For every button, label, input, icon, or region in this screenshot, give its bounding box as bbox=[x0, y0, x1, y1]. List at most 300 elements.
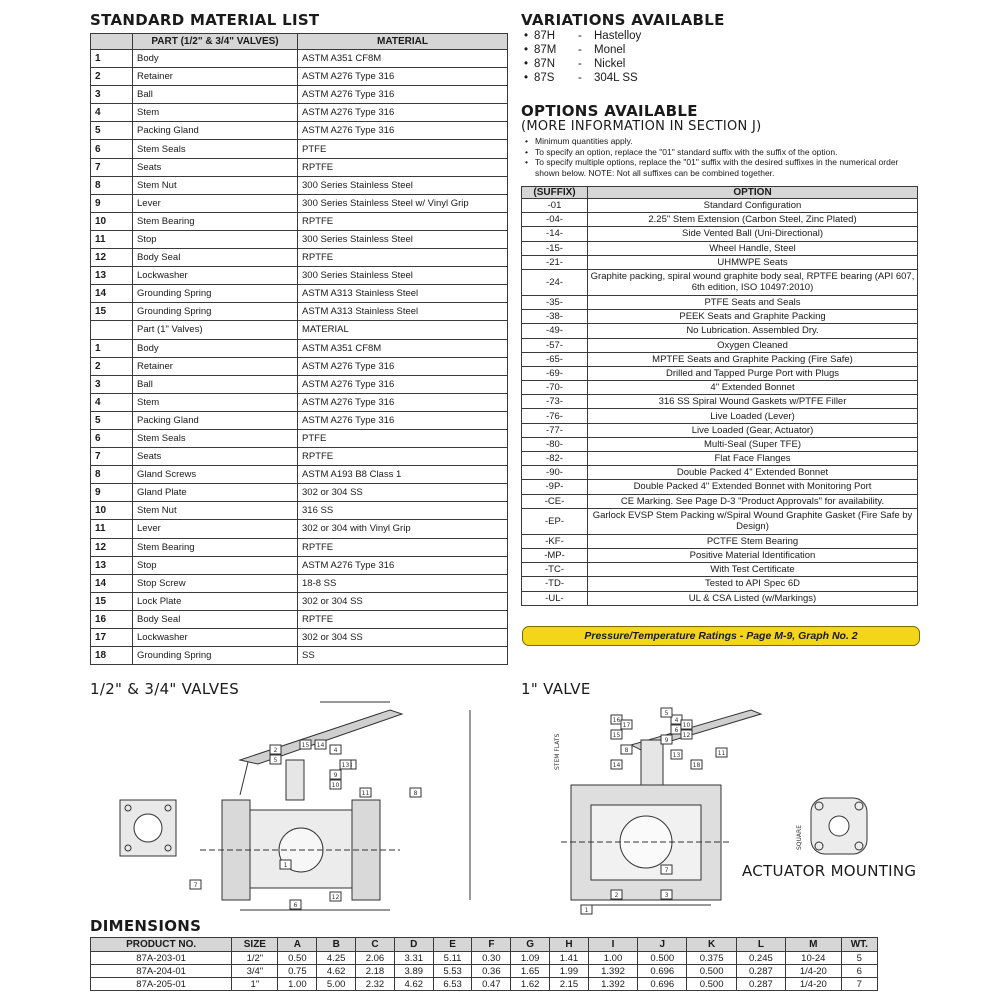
option-description: Wheel Handle, Steel bbox=[588, 241, 918, 255]
subheader-material: MATERIAL bbox=[298, 321, 508, 339]
callout-number: 2 bbox=[614, 892, 619, 899]
dimension-cell: 0.696 bbox=[638, 978, 687, 991]
left-drawing-title: 1/2" & 3/4" VALVES bbox=[90, 680, 240, 698]
material-list-title: STANDARD MATERIAL LIST bbox=[90, 11, 320, 29]
part-material: ASTM A276 Type 316 bbox=[298, 375, 508, 393]
dimension-row bbox=[91, 965, 878, 978]
callout-number: 15 bbox=[301, 742, 310, 749]
part-name: Stem bbox=[133, 393, 298, 411]
option-row bbox=[522, 409, 918, 423]
callout-number: 12 bbox=[682, 732, 691, 739]
dimension-cell: 0.36 bbox=[472, 965, 511, 978]
part-material: RPTFE bbox=[298, 249, 508, 267]
options-note-text: To specify multiple options, replace the "01" suffix with the desired suffixes in the numerical order shown below. NOTE: Not all suffixes can be combined together. bbox=[535, 157, 899, 178]
callout-number: 5 bbox=[273, 757, 278, 764]
material-row bbox=[91, 556, 508, 574]
option-row bbox=[522, 534, 918, 548]
dimension-cell: 2.15 bbox=[550, 978, 589, 991]
variation-code: 87S bbox=[534, 72, 555, 84]
actuator-mount-bore bbox=[829, 816, 849, 836]
dimensions-table-body bbox=[91, 952, 878, 991]
part-name: Body bbox=[133, 339, 298, 357]
variation-code: 87M bbox=[534, 44, 557, 56]
part-name: Lever bbox=[133, 520, 298, 538]
option-suffix: -MP- bbox=[522, 548, 588, 562]
part-number: 2 bbox=[91, 68, 133, 86]
material-row bbox=[91, 140, 508, 158]
option-row bbox=[522, 423, 918, 437]
options-table-option-header: OPTION bbox=[588, 187, 918, 199]
dimension-cell: 87A-203-01 bbox=[91, 952, 232, 965]
option-row bbox=[522, 227, 918, 241]
option-description: Oxygen Cleaned bbox=[588, 338, 918, 352]
dimension-cell: 1.65 bbox=[511, 965, 550, 978]
dimension-cell: 6.53 bbox=[433, 978, 472, 991]
option-description: 316 SS Spiral Wound Gaskets w/PTFE Filler bbox=[588, 395, 918, 409]
square-label: SQUARE bbox=[796, 825, 803, 850]
option-description: 4" Extended Bonnet bbox=[588, 381, 918, 395]
option-description: No Lubrication. Assembled Dry. bbox=[588, 324, 918, 338]
part-material: RPTFE bbox=[298, 610, 508, 628]
part-material: 302 or 304 SS bbox=[298, 484, 508, 502]
material-row bbox=[91, 212, 508, 230]
part-material: ASTM A276 Type 316 bbox=[298, 357, 508, 375]
variation-dash: - bbox=[578, 58, 582, 70]
option-description: Drilled and Tapped Purge Port with Plugs bbox=[588, 366, 918, 380]
callout-number: 18 bbox=[692, 762, 701, 769]
part-name: Stem Seals bbox=[133, 429, 298, 447]
material-row bbox=[91, 230, 508, 248]
option-row bbox=[522, 324, 918, 338]
callout-number: 4 bbox=[333, 747, 338, 754]
variation-item bbox=[524, 43, 641, 57]
dimension-header: I bbox=[588, 938, 637, 952]
dimension-header: K bbox=[687, 938, 736, 952]
part-number: 1 bbox=[91, 339, 133, 357]
variation-name: 304L SS bbox=[594, 72, 638, 84]
variation-dash: - bbox=[578, 30, 582, 42]
options-table bbox=[521, 186, 918, 606]
option-row bbox=[522, 466, 918, 480]
option-suffix: -73- bbox=[522, 395, 588, 409]
dimension-header: C bbox=[356, 938, 395, 952]
part-name: Gland Screws bbox=[133, 466, 298, 484]
option-row bbox=[522, 241, 918, 255]
variation-item bbox=[524, 71, 641, 85]
option-description: PEEK Seats and Graphite Packing bbox=[588, 310, 918, 324]
part-material: 302 or 304 SS bbox=[298, 592, 508, 610]
part-number: 12 bbox=[91, 538, 133, 556]
option-description: Standard Configuration bbox=[588, 199, 918, 213]
bullet: • bbox=[524, 44, 529, 56]
actuator-mounting-label: ACTUATOR MOUNTING bbox=[742, 862, 917, 880]
material-row bbox=[91, 104, 508, 122]
option-description: Flat Face Flanges bbox=[588, 452, 918, 466]
options-note bbox=[525, 147, 925, 158]
option-row bbox=[522, 480, 918, 494]
option-row bbox=[522, 563, 918, 577]
bullet: • bbox=[524, 58, 529, 70]
part-number: 10 bbox=[91, 502, 133, 520]
option-description: With Test Certificate bbox=[588, 563, 918, 577]
dimension-cell: 5 bbox=[841, 952, 877, 965]
part-name: Body bbox=[133, 50, 298, 68]
part-number: 17 bbox=[91, 629, 133, 647]
part-material: PTFE bbox=[298, 140, 508, 158]
dimension-cell: 2.18 bbox=[356, 965, 395, 978]
variation-item bbox=[524, 57, 641, 71]
material-row bbox=[91, 249, 508, 267]
dimension-header: D bbox=[394, 938, 433, 952]
option-description: Positive Material Identification bbox=[588, 548, 918, 562]
material-row bbox=[91, 267, 508, 285]
callout-number: 9 bbox=[664, 737, 669, 744]
option-description: UHMWPE Seats bbox=[588, 255, 918, 269]
callout-number: 16 bbox=[612, 717, 621, 724]
variation-code: 87H bbox=[534, 30, 556, 42]
dimension-cell: 87A-205-01 bbox=[91, 978, 232, 991]
dimension-header: M bbox=[786, 938, 842, 952]
callout-number: 8 bbox=[624, 747, 629, 754]
part-material: 18-8 SS bbox=[298, 574, 508, 592]
material-row bbox=[91, 303, 508, 321]
dimension-cell: 0.500 bbox=[687, 965, 736, 978]
dimension-cell: 3.31 bbox=[394, 952, 433, 965]
dimension-cell: 1" bbox=[232, 978, 278, 991]
callout-number: 17 bbox=[622, 722, 631, 729]
material-row bbox=[91, 375, 508, 393]
part-material: ASTM A351 CF8M bbox=[298, 339, 508, 357]
dimension-cell: 1.62 bbox=[511, 978, 550, 991]
variation-name: Nickel bbox=[594, 58, 626, 70]
options-table-suffix-header: (SUFFIX) bbox=[522, 187, 588, 199]
dimension-cell: 7 bbox=[841, 978, 877, 991]
material-row bbox=[91, 411, 508, 429]
option-description: CE Marking. See Page D-3 "Product Approvals" for availability. bbox=[588, 494, 918, 508]
part-name: Stop Screw bbox=[133, 574, 298, 592]
material-row bbox=[91, 592, 508, 610]
dimensions-title: DIMENSIONS bbox=[90, 917, 202, 935]
option-description: Live Loaded (Lever) bbox=[588, 409, 918, 423]
dimensions-header-row bbox=[91, 938, 878, 952]
dimension-header: B bbox=[317, 938, 356, 952]
part-material: ASTM A276 Type 316 bbox=[298, 104, 508, 122]
part-name: Stem Seals bbox=[133, 140, 298, 158]
part-material: 316 SS bbox=[298, 502, 508, 520]
part-number: 4 bbox=[91, 104, 133, 122]
dimension-cell: 0.245 bbox=[736, 952, 785, 965]
part-number: 11 bbox=[91, 230, 133, 248]
option-row bbox=[522, 508, 918, 534]
callout-number: 12 bbox=[331, 894, 340, 901]
option-suffix: -04- bbox=[522, 213, 588, 227]
dimension-cell: 1/2" bbox=[232, 952, 278, 965]
part-material: 300 Series Stainless Steel bbox=[298, 230, 508, 248]
material-row bbox=[91, 610, 508, 628]
part-name: Stem Nut bbox=[133, 502, 298, 520]
callout-number: 13 bbox=[672, 752, 681, 759]
material-row bbox=[91, 357, 508, 375]
part-material: RPTFE bbox=[298, 538, 508, 556]
material-row bbox=[91, 574, 508, 592]
part-name: Retainer bbox=[133, 68, 298, 86]
part-name: Lever bbox=[133, 194, 298, 212]
dimension-cell: 3/4" bbox=[232, 965, 278, 978]
callout-number: 10 bbox=[682, 722, 691, 729]
part-material: RPTFE bbox=[298, 212, 508, 230]
option-row bbox=[522, 213, 918, 227]
part-number: 8 bbox=[91, 466, 133, 484]
part-material: 302 or 304 with Vinyl Grip bbox=[298, 520, 508, 538]
option-row bbox=[522, 548, 918, 562]
material-row bbox=[91, 86, 508, 104]
option-row bbox=[522, 366, 918, 380]
option-suffix: -21- bbox=[522, 255, 588, 269]
callout-number: 2 bbox=[273, 747, 278, 754]
part-number: 14 bbox=[91, 285, 133, 303]
dimension-cell: 1.392 bbox=[588, 978, 637, 991]
dimension-cell: 1.00 bbox=[278, 978, 317, 991]
part-material: ASTM A276 Type 316 bbox=[298, 556, 508, 574]
dimension-cell: 5.53 bbox=[433, 965, 472, 978]
callout-number: 10 bbox=[331, 782, 340, 789]
dimension-cell: 87A-204-01 bbox=[91, 965, 232, 978]
material-row bbox=[91, 68, 508, 86]
part-material: ASTM A193 B8 Class 1 bbox=[298, 466, 508, 484]
part-number: 9 bbox=[91, 194, 133, 212]
dimension-header: PRODUCT NO. bbox=[91, 938, 232, 952]
dimension-cell: 0.50 bbox=[278, 952, 317, 965]
dimension-cell: 2.06 bbox=[356, 952, 395, 965]
dimension-header: J bbox=[638, 938, 687, 952]
callout-number: 8 bbox=[413, 790, 418, 797]
option-suffix: -KF- bbox=[522, 534, 588, 548]
options-note bbox=[525, 136, 925, 147]
dimension-cell: 3.89 bbox=[394, 965, 433, 978]
callout-number: 11 bbox=[717, 750, 726, 757]
part-name: Grounding Spring bbox=[133, 647, 298, 665]
callout-number: 1 bbox=[283, 862, 288, 869]
variation-name: Hastelloy bbox=[594, 30, 642, 42]
part-name: Packing Gland bbox=[133, 122, 298, 140]
part-number: 7 bbox=[91, 158, 133, 176]
part-number: 10 bbox=[91, 212, 133, 230]
dimension-cell: 5.00 bbox=[317, 978, 356, 991]
part-number: 14 bbox=[91, 574, 133, 592]
dimension-cell: 0.696 bbox=[638, 965, 687, 978]
material-table-body bbox=[91, 50, 508, 665]
part-name: Seats bbox=[133, 448, 298, 466]
dimension-header: H bbox=[550, 938, 589, 952]
dimension-header: A bbox=[278, 938, 317, 952]
part-name: Retainer bbox=[133, 357, 298, 375]
part-name: Grounding Spring bbox=[133, 285, 298, 303]
variation-dash: - bbox=[578, 44, 582, 56]
dimension-cell: 1/4-20 bbox=[786, 978, 842, 991]
dimension-cell: 1.00 bbox=[588, 952, 637, 965]
part-name: Stem Nut bbox=[133, 176, 298, 194]
option-description: UL & CSA Listed (w/Markings) bbox=[588, 591, 918, 605]
option-suffix: -77- bbox=[522, 423, 588, 437]
dimension-header: L bbox=[736, 938, 785, 952]
dimension-header: WT. bbox=[841, 938, 877, 952]
part-number: 12 bbox=[91, 249, 133, 267]
dimension-cell: 4.62 bbox=[317, 965, 356, 978]
callout-number: 7 bbox=[664, 867, 669, 874]
material-row bbox=[91, 429, 508, 447]
option-row bbox=[522, 591, 918, 605]
option-row bbox=[522, 199, 918, 213]
bullet: • bbox=[525, 157, 528, 167]
variation-item bbox=[524, 29, 641, 43]
callout-number: 6 bbox=[674, 727, 679, 734]
dimension-cell: 1.09 bbox=[511, 952, 550, 965]
part-number: 8 bbox=[91, 176, 133, 194]
callout-number: 13 bbox=[341, 762, 350, 769]
variation-name: Monel bbox=[594, 44, 626, 56]
callout-number: 15 bbox=[612, 732, 621, 739]
material-row bbox=[91, 285, 508, 303]
dimension-cell: 0.287 bbox=[736, 978, 785, 991]
material-row bbox=[91, 448, 508, 466]
option-suffix: -15- bbox=[522, 241, 588, 255]
material-row bbox=[91, 647, 508, 665]
part-material: 300 Series Stainless Steel bbox=[298, 267, 508, 285]
dimension-cell: 1.99 bbox=[550, 965, 589, 978]
part-number: 2 bbox=[91, 357, 133, 375]
options-note-text: To specify an option, replace the "01" standard suffix with the suffix of the option. bbox=[535, 146, 838, 157]
part-material: ASTM A276 Type 316 bbox=[298, 122, 508, 140]
option-suffix: -CE- bbox=[522, 494, 588, 508]
option-description: PTFE Seats and Seals bbox=[588, 295, 918, 309]
callout-number: 3 bbox=[664, 892, 669, 899]
part-number: 15 bbox=[91, 303, 133, 321]
options-subtitle: (MORE INFORMATION IN SECTION J) bbox=[521, 119, 762, 134]
dimension-cell: 2.32 bbox=[356, 978, 395, 991]
option-suffix: -49- bbox=[522, 324, 588, 338]
material-table-material-header: MATERIAL bbox=[298, 34, 508, 50]
option-suffix: -01 bbox=[522, 199, 588, 213]
part-name: Body Seal bbox=[133, 249, 298, 267]
callout-number: 7 bbox=[193, 882, 198, 889]
option-row bbox=[522, 269, 918, 295]
bullet: • bbox=[524, 30, 529, 42]
material-row bbox=[91, 176, 508, 194]
part-material: ASTM A276 Type 316 bbox=[298, 86, 508, 104]
dimension-row bbox=[91, 952, 878, 965]
material-table-number-header bbox=[91, 34, 133, 50]
option-suffix: -69- bbox=[522, 366, 588, 380]
stem-shape bbox=[286, 760, 304, 800]
option-suffix: -38- bbox=[522, 310, 588, 324]
part-name: Ball bbox=[133, 86, 298, 104]
option-suffix: -35- bbox=[522, 295, 588, 309]
part-material: ASTM A276 Type 316 bbox=[298, 393, 508, 411]
part-material: SS bbox=[298, 647, 508, 665]
dimension-cell: 0.30 bbox=[472, 952, 511, 965]
material-row bbox=[91, 194, 508, 212]
variations-list bbox=[524, 29, 641, 85]
option-row bbox=[522, 381, 918, 395]
callout-number: 9 bbox=[333, 772, 338, 779]
option-row bbox=[522, 452, 918, 466]
dimension-cell: 10-24 bbox=[786, 952, 842, 965]
options-note bbox=[525, 157, 925, 178]
part-name: Stem bbox=[133, 104, 298, 122]
callout-number: 11 bbox=[361, 790, 370, 797]
option-description: Side Vented Ball (Uni-Directional) bbox=[588, 227, 918, 241]
material-row bbox=[91, 538, 508, 556]
part-number: 6 bbox=[91, 429, 133, 447]
variations-title: VARIATIONS AVAILABLE bbox=[521, 11, 725, 29]
option-row bbox=[522, 352, 918, 366]
variation-code: 87N bbox=[534, 58, 556, 70]
part-name: Lockwasher bbox=[133, 267, 298, 285]
part-number: 13 bbox=[91, 267, 133, 285]
dimension-header: E bbox=[433, 938, 472, 952]
material-row bbox=[91, 50, 508, 68]
option-row bbox=[522, 338, 918, 352]
option-row bbox=[522, 437, 918, 451]
lever-shape bbox=[240, 710, 402, 764]
part-material: 300 Series Stainless Steel bbox=[298, 176, 508, 194]
material-row bbox=[91, 158, 508, 176]
part-material: ASTM A313 Stainless Steel bbox=[298, 285, 508, 303]
material-row bbox=[91, 520, 508, 538]
option-description: Double Packed 4" Extended Bonnet bbox=[588, 466, 918, 480]
option-description: 2.25" Stem Extension (Carbon Steel, Zinc Plated) bbox=[588, 213, 918, 227]
dimension-cell: 0.500 bbox=[687, 978, 736, 991]
callout-number: 1 bbox=[584, 907, 589, 914]
dimension-cell: 0.75 bbox=[278, 965, 317, 978]
part-material: ASTM A276 Type 316 bbox=[298, 68, 508, 86]
dimensions-table bbox=[90, 937, 878, 991]
dimension-cell: 6 bbox=[841, 965, 877, 978]
option-description: Live Loaded (Gear, Actuator) bbox=[588, 423, 918, 437]
dimension-cell: 1.392 bbox=[588, 965, 637, 978]
bullet: • bbox=[525, 136, 528, 146]
part-number: 6 bbox=[91, 140, 133, 158]
part-number: 11 bbox=[91, 520, 133, 538]
dimension-cell: 4.25 bbox=[317, 952, 356, 965]
material-row bbox=[91, 122, 508, 140]
material-row bbox=[91, 339, 508, 357]
part-number: 1 bbox=[91, 50, 133, 68]
pressure-temperature-banner: Pressure/Temperature Ratings - Page M-9, Graph No. 2 bbox=[522, 626, 920, 646]
option-suffix: -76- bbox=[522, 409, 588, 423]
option-suffix: -UL- bbox=[522, 591, 588, 605]
part-number: 16 bbox=[91, 610, 133, 628]
option-suffix: -24- bbox=[522, 269, 588, 295]
part-name: Lock Plate bbox=[133, 592, 298, 610]
material-row bbox=[91, 502, 508, 520]
part-name: Stop bbox=[133, 556, 298, 574]
option-suffix: -70- bbox=[522, 381, 588, 395]
part-number: 5 bbox=[91, 411, 133, 429]
dimension-cell: 4.62 bbox=[394, 978, 433, 991]
option-description: PCTFE Stem Bearing bbox=[588, 534, 918, 548]
option-row bbox=[522, 255, 918, 269]
part-number: 3 bbox=[91, 375, 133, 393]
part-name: Stem Bearing bbox=[133, 212, 298, 230]
part-material: ASTM A351 CF8M bbox=[298, 50, 508, 68]
dimension-cell: 5.11 bbox=[433, 952, 472, 965]
part-name: Ball bbox=[133, 375, 298, 393]
option-description: Tested to API Spec 6D bbox=[588, 577, 918, 591]
material-row bbox=[91, 466, 508, 484]
bullet: • bbox=[524, 72, 529, 84]
small-valve-drawing bbox=[90, 700, 510, 915]
